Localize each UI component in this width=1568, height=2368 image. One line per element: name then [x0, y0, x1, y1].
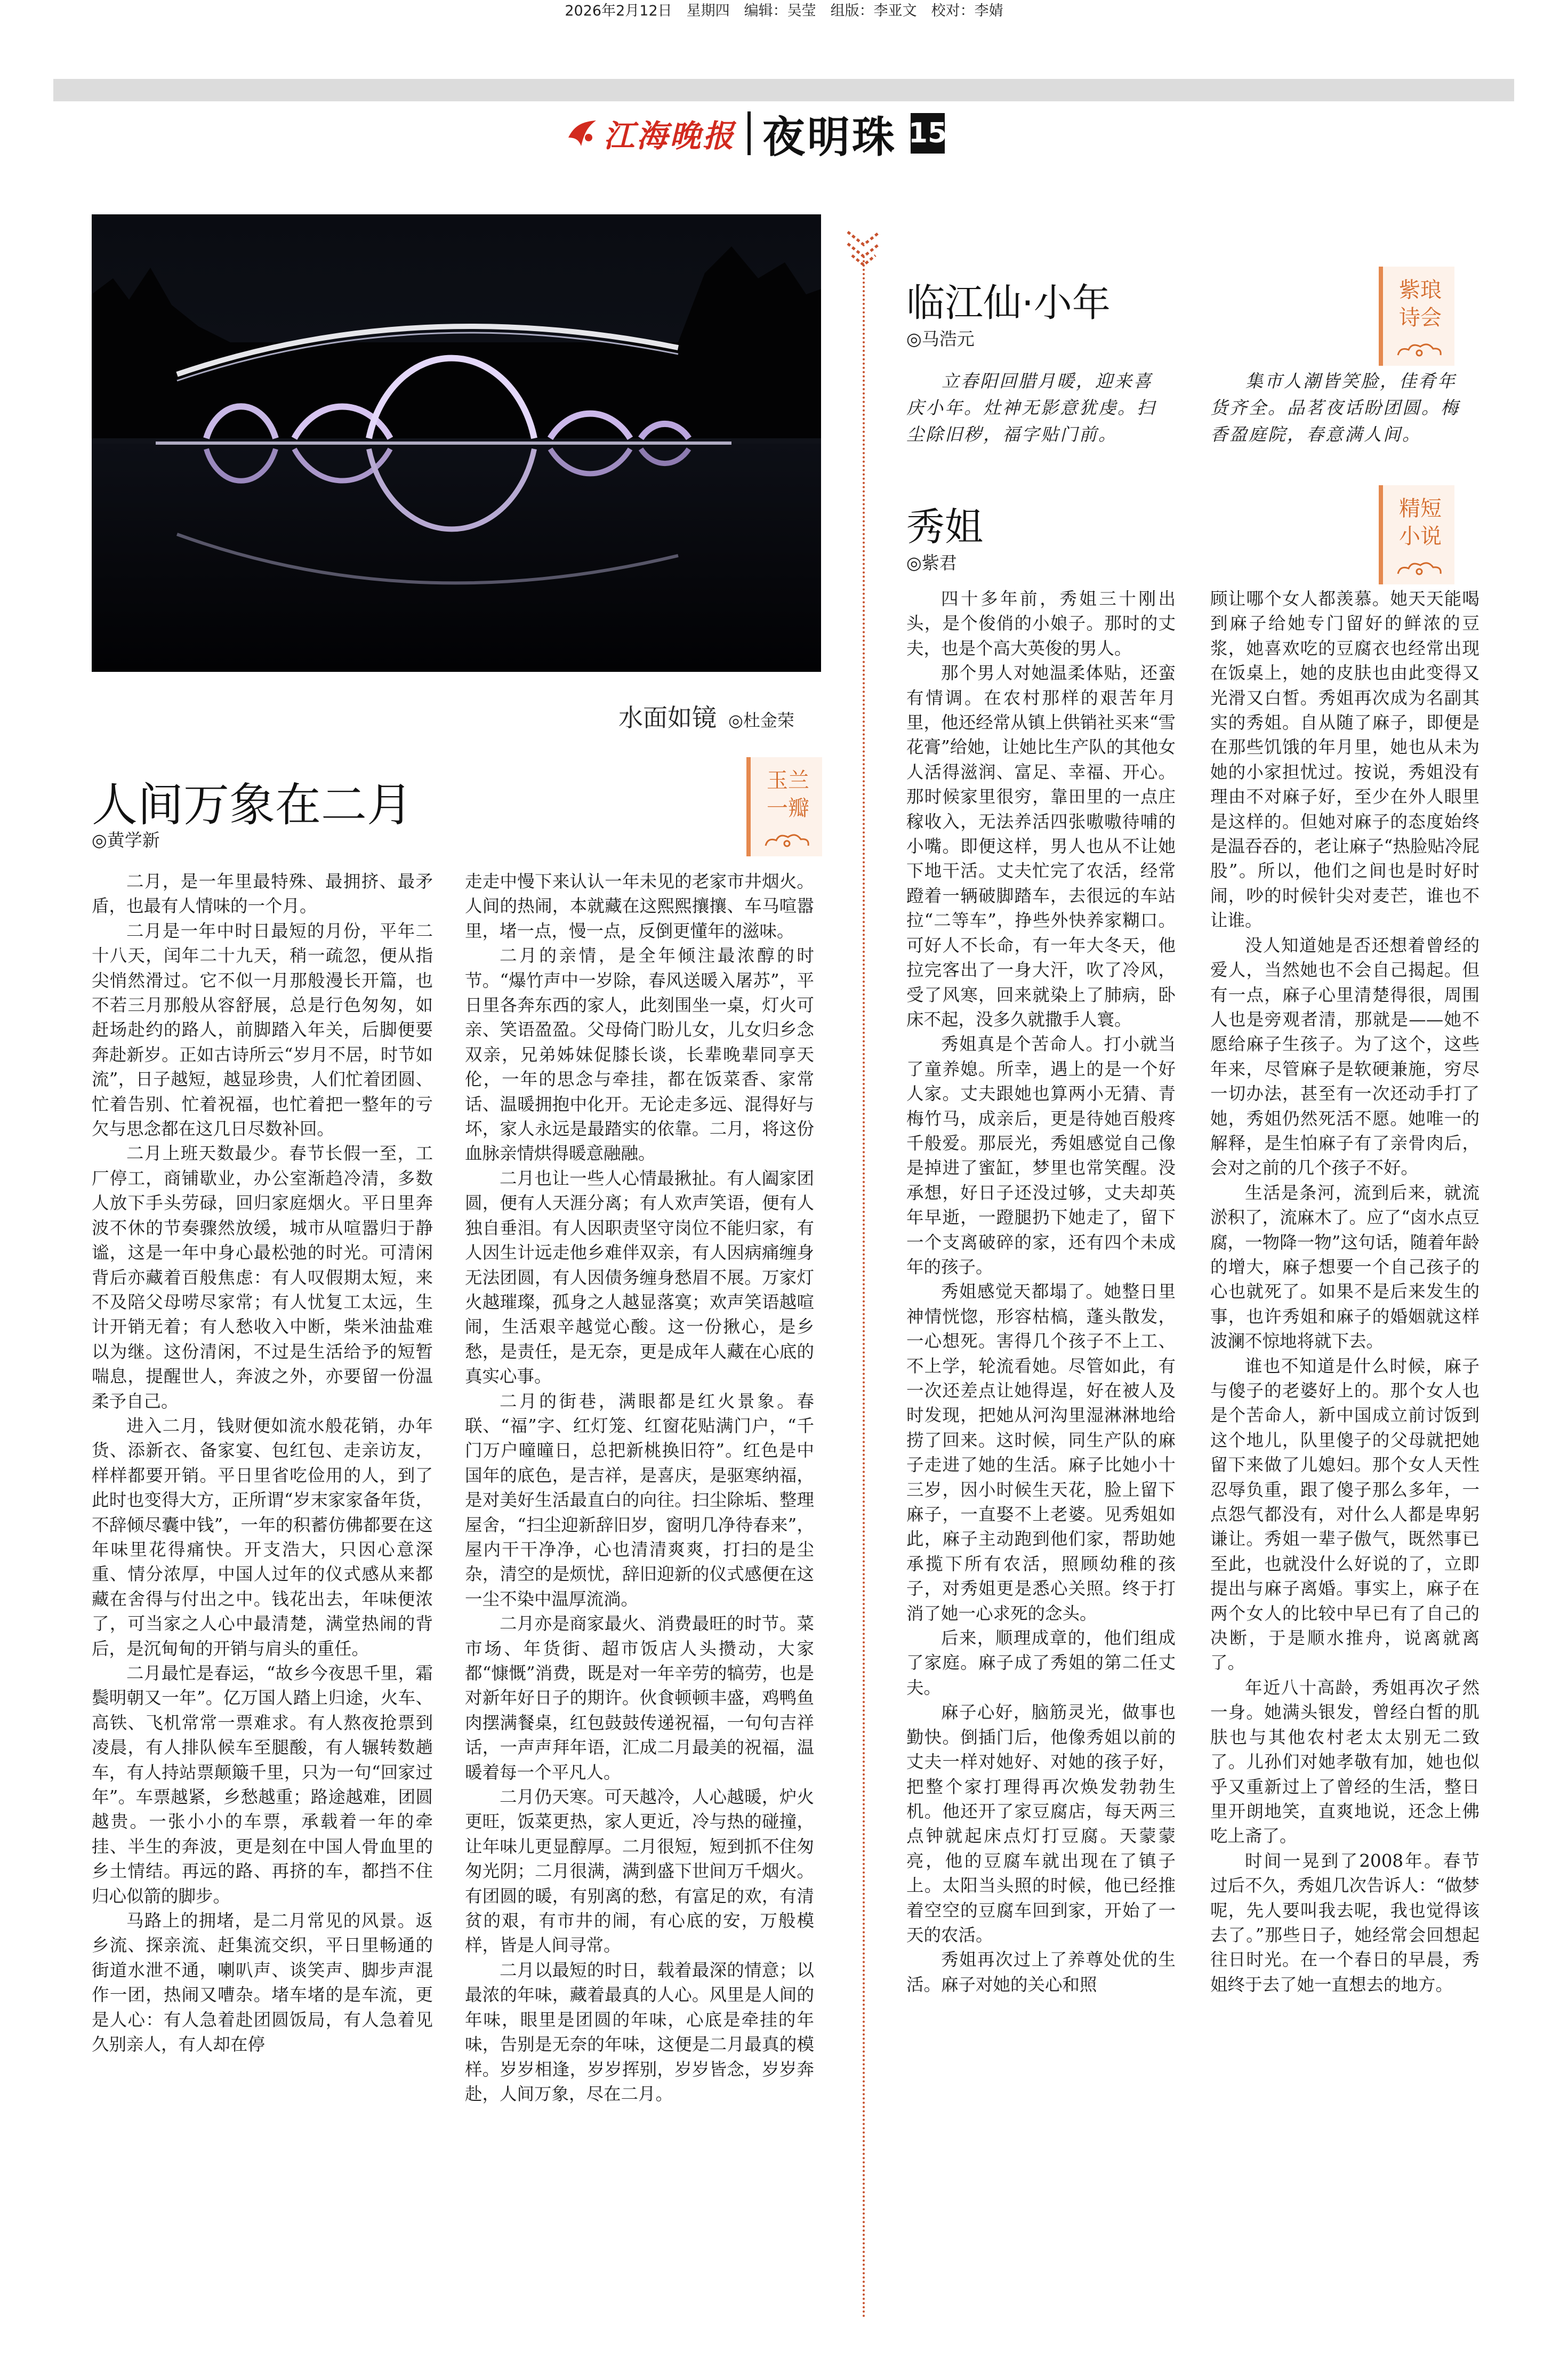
badge-line-2: 一瓣	[767, 796, 809, 821]
paragraph: 麻子心好，脑筋灵光，做事也勤快。倒插门后，他像秀姐以前的丈夫一样对她好、对她的孩子好，把整个家打理得再次焕发勃勃生机。他还开了家豆腐店，每天两三点钟就起床点灯打豆腐。天蒙蒙亮，他的豆腐车就出现在了镇子上。太阳当头照的时候，他已经推着空空的豆腐车回到家，开始了一天的农活。	[906, 1702, 1176, 1945]
badge-line-1: 玉兰	[767, 768, 809, 793]
badge-line-2: 小说	[1399, 524, 1442, 549]
paragraph: 后来，顺理成章的，他们组成了家庭。麻子成了秀姐的第二任丈夫。	[906, 1628, 1176, 1698]
story-title: 秀姐	[906, 504, 984, 549]
column-divider	[863, 256, 865, 2319]
paragraph: 二月的街巷，满眼都是红火景象。春联、“福”字、红灯笼、红窗花贴满门户，“千门万户曈曈日，总把新桃换旧符”。红色是中国年的底色，是吉祥，是喜庆，是驱寒纳福，是对美好生活最直白的向往。扫尘除垢、整理屋舍，“扫尘迎新辞旧岁，窗明几净待春来”，屋内干干净净，心也清清爽爽，打扫的是尘杂，清空的是烦忧，辞旧迎新的仪式感便在这一尘不染中温厚流淌。	[465, 1391, 814, 1609]
paragraph: 进入二月，钱财便如流水般花销，办年货、添新衣、备家宴、包红包、走亲访友，样样都要开销。平日里省吃俭用的人，到了此时也变得大方，正所谓“岁末家家备年货，不辞倾尽囊中钱”，一年的积蓄仿佛都要在这年味里花得痛快。开支浩大，只因心意深重、情分浓厚，中国人过年的仪式感从来都藏在舍得与付出之中。钱花出去，年味便浓了，可当家之人心中最清楚，满堂热闹的背后，是沉甸甸的开销与肩头的重任。	[92, 1415, 433, 1659]
paragraph: 二月也让一些人心情最揪扯。有人阖家团圆，便有人天涯分离；有人欢声笑语，便有人独自垂泪。有人因职责坚守岗位不能归家，有人因生计远走他乡难伴双亲，有人因病痛缠身无法团圆，有人因债务缠身愁眉不展。万家灯火越璀璨，孤身之人越显落寞；欢声笑语越喧闹，生活艰辛越觉心酸。这一份揪心，是乡愁，是责任，是无奈，更是成年人藏在心底的真实心事。	[465, 1168, 814, 1387]
paragraph: 年近八十高龄，秀姐再次孑然一身。她满头银发，曾经白皙的肌肤也与其他农村老太太别无二致了。儿孙们对她孝敬有加，她也似乎又重新过上了曾经的生活，整日里开朗地笑，直爽地说，还念上佛吃上斋了。	[1210, 1677, 1479, 1847]
paragraph: 时间一晃到了2008年。春节过后不久，秀姐几次告诉人：“做梦呢，先人要叫我去呢，我也觉得该去了。”那些日子，她经常会回想起往日时光。在一个春日的早晨，秀姐终于去了她一直想去的地方。	[1210, 1850, 1479, 1995]
newspaper-logo-icon	[565, 116, 599, 150]
badge-line-1: 精短	[1399, 496, 1442, 521]
paragraph: 秀姐感觉天都塌了。她整日里神情恍惚，形容枯槁，蓬头散发，一心想死。害得几个孩子不上工、不上学，轮流看她。尽管如此，有一次还差点让她得逞，好在被人及时发现，把她从河沟里湿淋淋地给捞了回来。这时候，同生产队的麻子走进了她的生活。麻子比她小十三岁，因小时候生天花，脸上留下麻子，一直娶不上老婆。见秀姐如此，麻子主动跑到他们家，帮助她承揽下所有农活，照顾幼稚的孩子，对秀姐更是悉心关照。终于打消了她一心求死的念头。	[906, 1281, 1176, 1624]
masthead	[565, 107, 945, 160]
section-name: 夜明珠	[762, 111, 897, 162]
paragraph: 走走中慢下来认认一年未见的老家市井烟火。人间的热闹，本就藏在这熙熙攘攘、车马喧嚣里，堵一点，慢一点，反倒更懂年的滋味。	[465, 871, 814, 941]
photo-image	[92, 214, 821, 672]
badge-line-1: 紫琅	[1399, 278, 1442, 302]
masthead-divider	[747, 111, 751, 155]
paragraph: 秀姐真是个苦命人。打小就当了童养媳。所幸，遇上的是一个好人家。丈夫跟她也算两小无猜、青梅竹马，成亲后，更是待她百般疼千般爱。那辰光，秀姐感觉自己像是掉进了蜜缸，梦里也常笑醒。没承想，好日子还没过够，丈夫却英年早逝，一蹬腿扔下她走了，留下一个支离破碎的家，还有四个未成年的孩子。	[906, 1034, 1176, 1277]
paragraph: 二月仍天寒。可天越冷，人心越暖，炉火更旺，饭菜更热，家人更近，冷与热的碰撞，让年味儿更显醇厚。二月很短，短到抓不住匆匆光阴；二月很满，满到盛下世间万千烟火。有团圆的暖，有别离的愁，有富足的欢，有清贫的艰，有市井的闹，有心底的安，万般模样，皆是人间寻常。	[465, 1787, 814, 1956]
dateline: 2026年2月12日 星期四 编辑：吴莹 组版：李亚文 校对：李婧	[565, 3, 1003, 19]
paragraph: 二月以最短的时日，载着最深的情意；以最浓的年味，藏着最真的人心。风里是人间的年味，眼里是团圆的年味，心底是牵挂的年味，告别是无奈的年味，这便是二月最真的模样。岁岁相逢，岁岁挥别，岁岁皆念，岁岁奔赴，人间万象，尽在二月。	[465, 1960, 814, 2104]
photo-author: ◎杜金荣	[728, 710, 794, 731]
cloud-ornament-icon	[760, 830, 814, 851]
story-column-2	[1210, 587, 1479, 1997]
paragraph: 谁也不知道是什么时候，麻子与傻子的老婆好上的。那个女人也是个苦命人，新中国成立前讨饭到这个地儿，队里傻子的父母就把她留下来做了儿媳妇。那个女人天性忍辱负重，跟了傻子那么多年，一点怨气都没有，对什么人都是卑躬谦让。秀姐一辈子傲气，既然事已至此，也就没什么好说的了，立即提出与麻子离婚。事实上，麻子在两个女人的比较中早已有了自己的决断，于是顺水推舟，说离就离了。	[1210, 1355, 1479, 1673]
paragraph: 马路上的拥堵，是二月常见的风景。返乡流、探亲流、赶集流交织，平日里畅通的街道水泄不通，喇叭声、谈笑声、脚步声混作一团，热闹又嘈杂。堵车堵的是车流，更是人心：有人急着赴团圆饭局，有人急着见久别亲人，有人却在停	[92, 1911, 433, 2055]
badge-line-2: 诗会	[1399, 306, 1442, 330]
paragraph: 二月的亲情，是全年倾注最浓醇的时节。“爆竹声中一岁除，春风送暖入屠苏”，平日里各奔东西的家人，此刻围坐一桌，灯火可亲、笑语盈盈。父母倚门盼儿女，儿女归乡念双亲，兄弟姊妹促膝长谈，长辈晚辈同享天伦，一年的思念与牵挂，都在饭菜香、家常话、温暖拥抱中化开。无论走多远、混得好与坏，家人永远是最踏实的依靠。二月，将这份血脉亲情烘得暖意融融。	[465, 945, 814, 1164]
poem-text: 集市人潮皆笑脸，佳肴年货齐全。品茗夜话盼团圆。梅香盈庭院，春意满人间。	[1210, 371, 1460, 445]
paragraph: 那个男人对她温柔体贴，还蛮有情调。在农村那样的艰苦年月里，他还经常从镇上供销社买来“雪花膏”给她，让她比生产队的其他女人活得滋润、富足、幸福、开心。那时候家里很穷，靠田里的一点庄稼收入，无法养活四张嗷嗷待哺的小嘴。即便这样，男人也从不让她下地干活。丈夫忙完了农活，经常蹬着一辆破脚踏车，去很远的车站拉“二等车”，挣些外快养家糊口。可好人不长命，有一年大冬天，他拉完客出了一身大汗，吹了冷风，受了风寒，回来就染上了肺病，卧床不起，没多久就撒手人寰。	[906, 663, 1176, 1030]
paragraph: 秀姐再次过上了养尊处优的生活。麻子对她的关心和照	[906, 1949, 1176, 1995]
cloud-ornament-icon	[1393, 558, 1446, 579]
poem-title: 临江仙·小年	[906, 280, 1111, 325]
essay-column-2	[465, 869, 814, 2106]
essay-title: 人间万象在二月	[92, 778, 413, 832]
paragraph: 顾让哪个女人都羡慕。她天天能喝到麻子给她专门留好的鲜浓的豆浆，她喜欢吃的豆腐衣也经常出现在饭桌上，她的皮肤也由此变得又光滑又白皙。秀姐再次成为名副其实的秀姐。自从随了麻子，即便是在那些饥饿的年月里，她也从未为她的小家担忧过。按说，秀姐没有理由不对麻子好，至少在外人眼里是这样的。但她对麻子的态度始终是温吞吞的，老让麻子“热脸贴冷屁股”。所以，他们之间也是时好时闹，吵的时候针尖对麦芒，谁也不让谁。	[1210, 589, 1479, 931]
poem-text: 立春阳回腊月暖，迎来喜庆小年。灶神无影意犹虔。扫尘除旧秽，福字贴门前。	[906, 371, 1156, 445]
poem-column-badge	[1379, 267, 1454, 366]
paragraph: 二月最忙是春运，“故乡今夜思千里，霜鬓明朝又一年”。亿万国人踏上归途，火车、高铁、飞机常常一票难求。有人熬夜抢票到凌晨，有人排队候车至腿酸，有人辗转数趟车，有人持站票颠簸千里，只为一句“回家过年”。车票越紧，乡愁越重；路途越难，团圆越贵。一张小小的车票，承载着一年的牵挂、半生的奔波，更是刻在中国人骨血里的乡土情结。再远的路、再挤的车，都挡不住归心似箭的脚步。	[92, 1663, 433, 1906]
paragraph: 没人知道她是否还想着曾经的爱人，当然她也不会自己揭起。但有一点，麻子心里清楚得很，周围人也是旁观者清，那就是——她不愿给麻子生孩子。为了这个，这些年来，尽管麻子是软硬兼施，穷尽一切办法，甚至有一次还动手打了她，秀姐仍然死活不愿。她唯一的解释，是生怕麻子有了亲骨肉后，会对之前的几个孩子不好。	[1210, 935, 1479, 1178]
night-bridge-photo	[92, 214, 821, 672]
paragraph: 二月上班天数最少。春节长假一至，工厂停工，商铺歇业，办公室渐趋冷清，多数人放下手头劳碌，回归家庭烟火。平日里奔波不休的节奏骤然放缓，城市从喧嚣归于静谧，这是一年中身心最松弛的时光。可清闲背后亦藏着百般焦虑：有人叹假期太短，来不及陪父母唠尽家常；有人忧复工太远，生计开销无着；有人愁收入中断，柴米油盐难以为继。这份清闲，不过是生活给予的短暂喘息，提醒世人，奔波之外，亦要留一份温柔予自己。	[92, 1143, 433, 1411]
poem-stanza-1	[906, 368, 1162, 448]
paragraph: 生活是条河，流到后来，就流淤积了，流麻木了。应了“卤水点豆腐，一物降一物”这句话，随着年龄的增大，麻子想要一个自己孩子的心也就死了。如果不是后来发生的事，也许秀姐和麻子的婚姻就这样波澜不惊地将就下去。	[1210, 1182, 1479, 1352]
paragraph: 二月是一年中时日最短的月份，平年二十八天，闰年二十九天，稍一疏忽，便从指尖悄然滑过。它不似一月那般漫长开篇，也不若三月那般从容舒展，总是行色匆匆，如赶场赴约的路人，前脚踏入年关，后脚便要奔赴新岁。正如古诗所云“岁月不居，时节如流”，日子越短，越显珍贵，人们忙着团圆、忙着告别、忙着祝福，也忙着把一整年的亏欠与思念都在这几日尽数补回。	[92, 920, 433, 1139]
essay-column-badge	[746, 757, 822, 856]
paragraph: 四十多年前，秀姐三十刚出头，是个俊俏的小娘子。那时的丈夫，也是个高大英俊的男人。	[906, 589, 1176, 659]
header-band	[53, 79, 1514, 101]
photo-caption-title: 水面如镜	[618, 703, 717, 732]
essay-author: ◎黄学新	[92, 830, 160, 850]
paragraph: 二月亦是商家最火、消费最旺的时节。菜市场、年货街、超市饭店人头攒动，大家都“慷慨”消费，既是对一年辛劳的犒劳，也是对新年好日子的期许。伙食顿顿丰盛，鸡鸭鱼肉摆满餐桌，红包鼓鼓传递祝福，一句句吉祥话，一声声拜年语，汇成二月最美的祝福，温暖着每一个平凡人。	[465, 1614, 814, 1783]
essay-column-1	[92, 869, 433, 2057]
story-author: ◎紫君	[906, 552, 957, 573]
story-column-1	[906, 587, 1176, 1997]
poem-stanza-2	[1210, 368, 1466, 448]
page-number: 15	[911, 113, 945, 154]
cloud-ornament-icon	[1393, 339, 1446, 360]
photo-caption	[618, 699, 794, 734]
newspaper-name: 江海晚报	[604, 118, 736, 154]
story-column-badge	[1379, 485, 1454, 584]
poem-author: ◎马浩元	[906, 328, 975, 349]
paragraph: 二月，是一年里最特殊、最拥挤、最矛盾，也最有人情味的一个月。	[92, 871, 433, 917]
